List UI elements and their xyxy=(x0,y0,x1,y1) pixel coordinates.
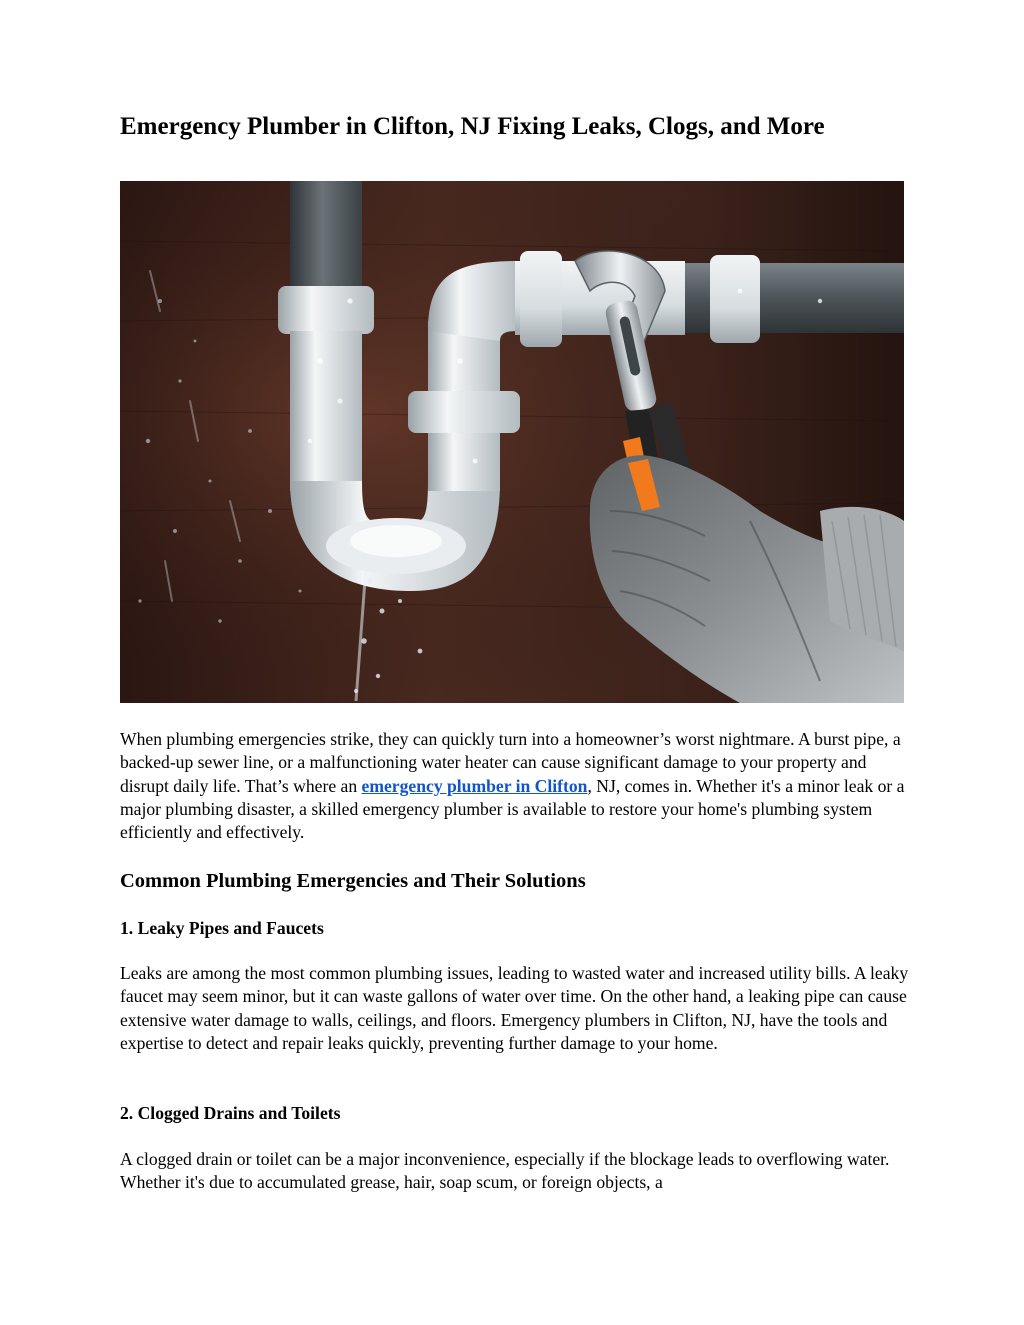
hero-image xyxy=(120,181,904,703)
section-heading: Common Plumbing Emergencies and Their Solutions xyxy=(120,870,586,892)
item-body-clogged-drains: A clogged drain or toilet can be a major inconvenience, especially if the blockage leads to overflowing water. Whether it's due to accumulated grease, hair, soap scum, or foreign objects, a xyxy=(120,1149,890,1193)
emergency-plumber-link[interactable]: emergency plumber in Clifton xyxy=(361,775,588,796)
item-body-leaky-pipes: Leaks are among the most common plumbing issues, leading to wasted water and increased utility bills. A leaky faucet may seem minor, but it can waste gallons of water over time. On the other hand, a leaking pipe can cause extensive water damage to walls, ceilings, and floors. Emergency plumbers in Clifton, NJ, have the tools and expertise to detect and repair leaks quickly, preventing further damage to your home. xyxy=(120,963,909,1053)
intro-text-after-link: , NJ, comes in. Whether it's a minor leak or a major plumbing disaster, a skilled emergency plumber is available to restore your home's plumbing system efficiently and effectively. xyxy=(120,775,905,843)
page-title: Emergency Plumber in Clifton, NJ Fixing Leaks, Clogs, and More xyxy=(120,113,825,140)
intro-text-before-link: When plumbing emergencies strike, they can quickly turn into a homeowner’s worst nightmare. A burst pipe, a backed-up sewer line, or a malfunctioning water heater can cause significant damage to your property and disrupt daily life. That’s where an xyxy=(120,729,901,796)
item-heading-clogged-drains: 2. Clogged Drains and Toilets xyxy=(120,1103,341,1123)
intro-paragraph xyxy=(120,728,910,844)
item-heading-leaky-pipes: 1. Leaky Pipes and Faucets xyxy=(120,918,324,938)
plumbing-repair-illustration xyxy=(120,181,904,703)
